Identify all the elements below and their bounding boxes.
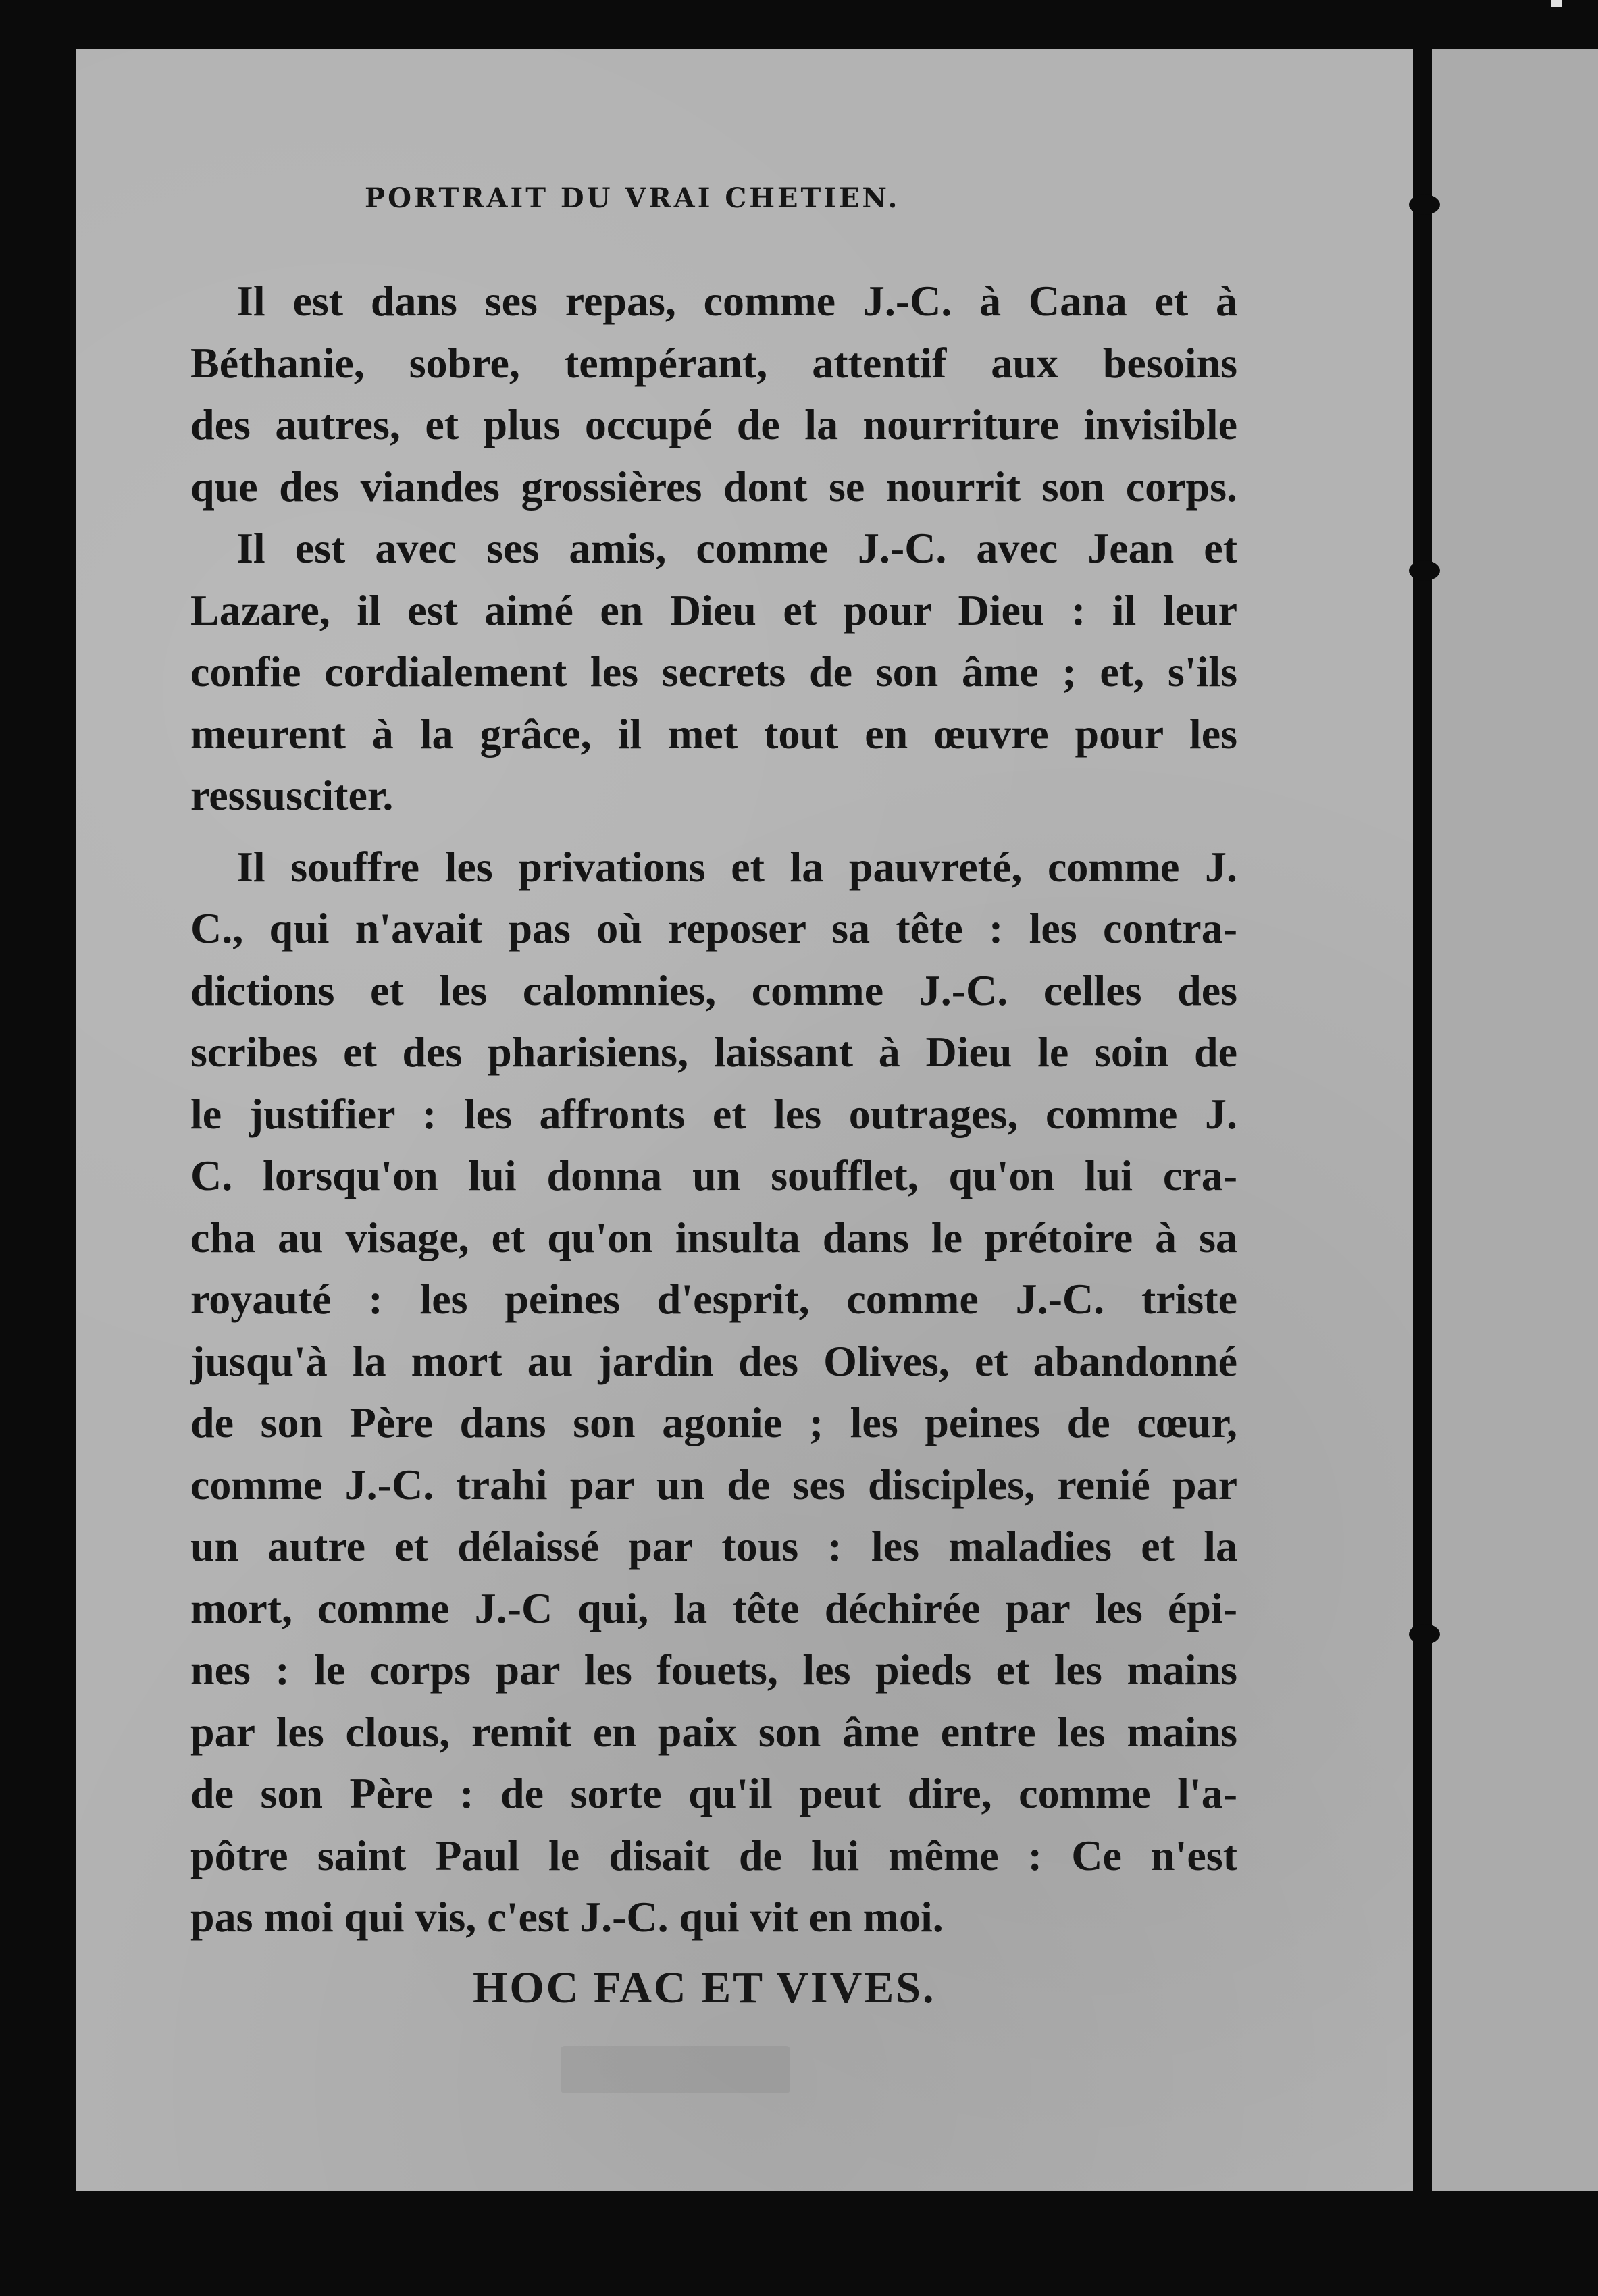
text-line: des autres, et plus occupé de la nourriture invisible (190, 400, 1237, 448)
text-line: Béthanie, sobre, tempérant, attentif aux besoins (190, 338, 1237, 387)
text-line: ressusciter. (190, 771, 394, 819)
text-line: comme J.-C. trahi par un de ses disciples, renié par (190, 1460, 1237, 1509)
text-line: confie cordialement les secrets de son âme ; et, s'ils (190, 648, 1237, 696)
text-line: Lazare, il est aimé en Dieu et pour Dieu : il leur (190, 585, 1237, 634)
page-title: PORTRAIT DU VRAI CHETIEN. (365, 182, 900, 214)
text-line: Il est dans ses repas, comme J.-C. à Cana et à (236, 277, 1237, 325)
text-line: pôtre saint Paul le disait de lui même : Ce n'est (190, 1831, 1237, 1879)
text-line: scribes et des pharisiens, laissant à Dieu le soin de (190, 1028, 1237, 1076)
text-line: meurent à la grâce, il met tout en œuvre pour les (190, 709, 1237, 758)
text-line: que des viandes grossières dont se nourrit son corps. (190, 462, 1237, 511)
text-line: Il souffre les privations et la pauvreté, comme J. (236, 842, 1237, 891)
faded-stamp (561, 2046, 790, 2093)
text-line: royauté : les peines d'esprit, comme J.-C. triste (190, 1275, 1237, 1323)
paragraph-gap (190, 827, 1237, 836)
text-line: jusqu'à la mort au jardin des Olives, et abandonné (190, 1336, 1237, 1385)
body-text (190, 270, 1237, 1948)
text-line: nes : le corps par les fouets, les pieds et les mains (190, 1646, 1237, 1694)
adjacent-page-strip (1431, 49, 1598, 2191)
text-line: de son Père : de sorte qu'il peut dire, comme l'a- (190, 1769, 1237, 1817)
corner-mark (1551, 0, 1562, 7)
text-line: C. lorsqu'on lui donna un soufflet, qu'on lui cra- (190, 1151, 1237, 1199)
closing-motto: HOC FAC ET VIVES. (473, 1963, 936, 2012)
text-line: de son Père dans son agonie ; les peines de cœur, (190, 1399, 1237, 1446)
spine-bead (1409, 560, 1440, 581)
spine-bead (1409, 194, 1440, 215)
text-line: un autre et délaissé par tous : les maladies et la (190, 1522, 1237, 1570)
book-spine (1417, 41, 1432, 2195)
text-line: Il est avec ses amis, comme J.-C. avec Jean et (236, 524, 1237, 572)
text-line: C., qui n'avait pas où reposer sa tête : les contra- (190, 904, 1237, 952)
spine-bead (1409, 1624, 1440, 1644)
text-line: pas moi qui vis, c'est J.-C. qui vit en moi. (190, 1893, 944, 1941)
text-line: mort, comme J.-C qui, la tête déchirée par les épi- (190, 1584, 1237, 1632)
text-line: le justifier : les affronts et les outrages, comme J. (190, 1089, 1237, 1138)
text-line: cha au visage, et qu'on insulta dans le prétoire à sa (190, 1213, 1237, 1261)
text-line: dictions et les calomnies, comme J.-C. celles des (190, 966, 1237, 1014)
text-line: par les clous, remit en paix son âme entre les mains (190, 1707, 1237, 1756)
